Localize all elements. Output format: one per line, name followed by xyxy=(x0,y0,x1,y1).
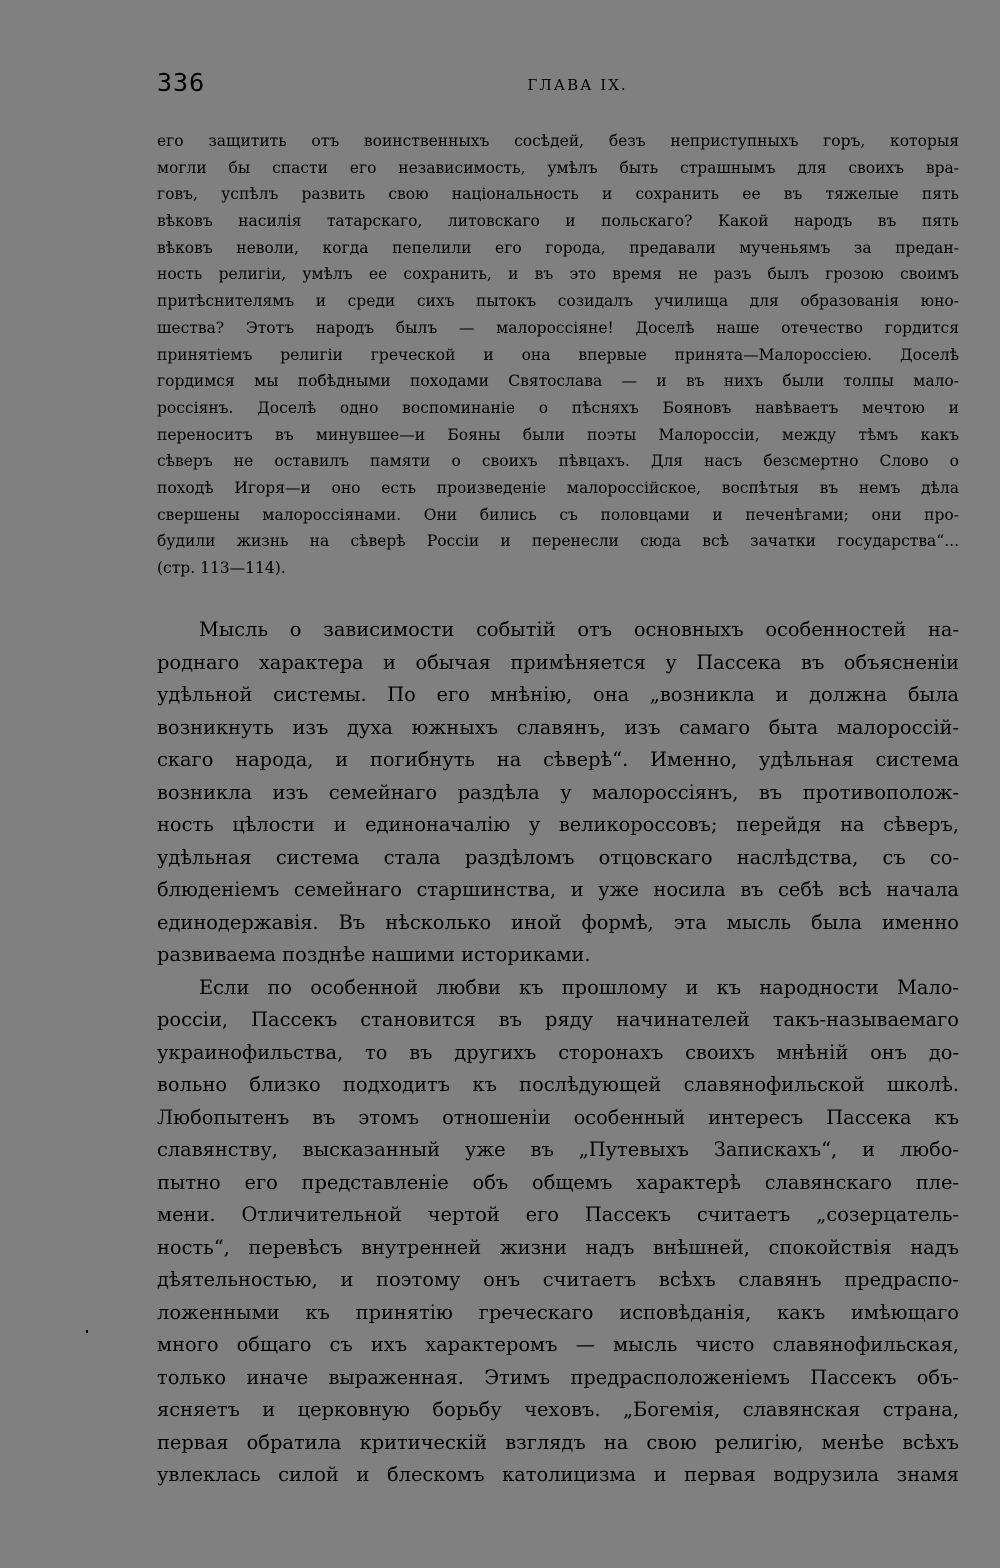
text-line: единодержавія. Въ нѣсколько иной формѣ, эта мысль была именно xyxy=(157,910,959,934)
body-text xyxy=(157,614,959,1492)
text-line: Любопытенъ въ этомъ отношеніи особенный интересъ Пассека къ xyxy=(157,1105,959,1129)
text-line: дѣятельностью, и поэтому онъ считаетъ всѣхъ славянъ предраспо- xyxy=(157,1268,959,1291)
quote-citation: (стр. 113—114). xyxy=(157,559,286,577)
quote-line: говъ, успѣлъ развить свою національность и сохранить ее въ тяжелые пять xyxy=(157,185,959,204)
text-line: роднаго характера и обычая примѣняется у Пассека въ объясненіи xyxy=(157,650,959,674)
text-line: удѣльной системы. По его мнѣнію, она „возникла и должна была xyxy=(157,683,959,706)
text-line: ложенными къ принятію греческаго исповѣданія, какъ имѣющаго xyxy=(157,1300,959,1324)
quote-line: будили жизнь на сѣверѣ Россіи и перенесли сюда всѣ зачатки государства“... xyxy=(157,532,959,551)
quote-line: шества? Этотъ народъ былъ — малороссіяне! Доселѣ наше отечество гордится xyxy=(157,318,959,337)
paragraph-first-line: Если по особенной любви къ прошлому и къ народности Мало- xyxy=(199,975,959,999)
paragraph-last-line: развиваема позднѣе нашими историками. xyxy=(157,943,591,966)
text-line: возникла изъ семейнаго раздѣла у малороссіянъ, въ противополож- xyxy=(157,780,959,804)
quote-line: ность религіи, умѣлъ ее сохранить, и въ это время не разъ былъ грозою своимъ xyxy=(157,265,959,284)
quote-line: свершены малороссіянами. Они бились съ половцами и печенѣгами; они про- xyxy=(157,505,959,524)
text-line: ность цѣлости и единоначалію у великороссовъ; перейдя на сѣверъ, xyxy=(157,813,959,836)
text-line: вольно близко подходитъ къ послѣдующей славянофильской школѣ. xyxy=(157,1073,959,1096)
quote-line: могли бы спасти его независимость, умѣлъ быть страшнымъ для своихъ вра- xyxy=(157,158,959,177)
quote-line: его защитить отъ воинственныхъ сосѣдей, безъ неприступныхъ горъ, которыя xyxy=(157,132,959,150)
text-line: украинофильства, то въ другихъ сторонахъ своихъ мнѣній онъ до- xyxy=(157,1040,959,1064)
text-line: ность“, перевѣсъ внутренней жизни надъ внѣшней, спокойствія надъ xyxy=(157,1235,959,1259)
quote-line: принятіемъ религіи греческой и она впервые принята—Малороссіею. Доселѣ xyxy=(157,345,959,364)
quotation-block xyxy=(157,128,959,582)
text-line: пытно его представленіе объ общемъ характерѣ славянскаго пле- xyxy=(157,1170,959,1194)
text-line: первая обратила критическій взглядъ на свою религію, менѣе всѣхъ xyxy=(157,1430,959,1454)
text-line: только иначе выраженная. Этимъ предрасположеніемъ Пассекъ объ- xyxy=(157,1365,959,1389)
page-header xyxy=(157,68,958,104)
page-number: 336 xyxy=(157,68,206,97)
quote-line: россіянъ. Доселѣ одно воспоминаніе о пѣсняхъ Бояновъ навѣваетъ мечтою и xyxy=(157,398,959,417)
text-line: удѣльная система стала раздѣломъ отцовскаго наслѣдства, съ со- xyxy=(157,845,959,869)
quote-line: притѣснителямъ и среди сихъ пытокъ созидалъ училища для образованія юно- xyxy=(157,292,959,311)
text-line: мени. Отличительной чертой его Пассекъ считаетъ „созерцатель- xyxy=(157,1203,959,1226)
running-head: ГЛАВА IX. xyxy=(527,76,628,94)
quote-line: походѣ Игоря—и оно есть произведеніе малороссійское, воспѣтыя въ немъ дѣла xyxy=(157,478,959,497)
quote-line: вѣковъ неволи, когда пепелили его города, предавали мученьямъ за предан- xyxy=(157,238,959,257)
text-line: много общаго съ ихъ характеромъ — мысль чисто славянофильская, xyxy=(157,1333,959,1356)
text-line: россіи, Пассекъ становится въ ряду начинателей такъ-называемаго xyxy=(157,1008,959,1031)
scan-speck xyxy=(86,1330,88,1333)
quote-line: гордимся мы побѣдными походами Святослава — и въ нихъ были толпы мало- xyxy=(157,372,959,391)
paragraph-first-line: Мысль о зависимости событій отъ основныхъ особенностей на- xyxy=(199,618,959,641)
text-line: блюденіемъ семейнаго старшинства, и уже носила въ себѣ всѣ начала xyxy=(157,878,959,901)
quote-line: сѣверъ не оставилъ памяти о своихъ пѣвцахъ. Для насъ безсмертно Слово о xyxy=(157,452,959,471)
quote-line: переноситъ въ минувшее—и Бояны были поэты Малороссіи, между тѣмъ какъ xyxy=(157,425,959,444)
text-line: славянству, высказанный уже въ „Путевыхъ Запискахъ“, и любо- xyxy=(157,1138,959,1161)
quote-line: вѣковъ насилія татарскаго, литовскаго и польскаго? Какой народъ въ пять xyxy=(157,212,959,231)
text-line: скаго народа, и погибнуть на сѣверѣ“. Именно, удѣльная система xyxy=(157,748,959,771)
text-line: возникнуть изъ духа южныхъ славянъ, изъ самаго быта малороссій- xyxy=(157,715,959,739)
text-line: ясняетъ и церковную борьбу чеховъ. „Богемія, славянская страна, xyxy=(157,1398,959,1421)
text-line: увлеклась силой и блескомъ католицизма и первая водрузила знамя xyxy=(157,1463,959,1486)
